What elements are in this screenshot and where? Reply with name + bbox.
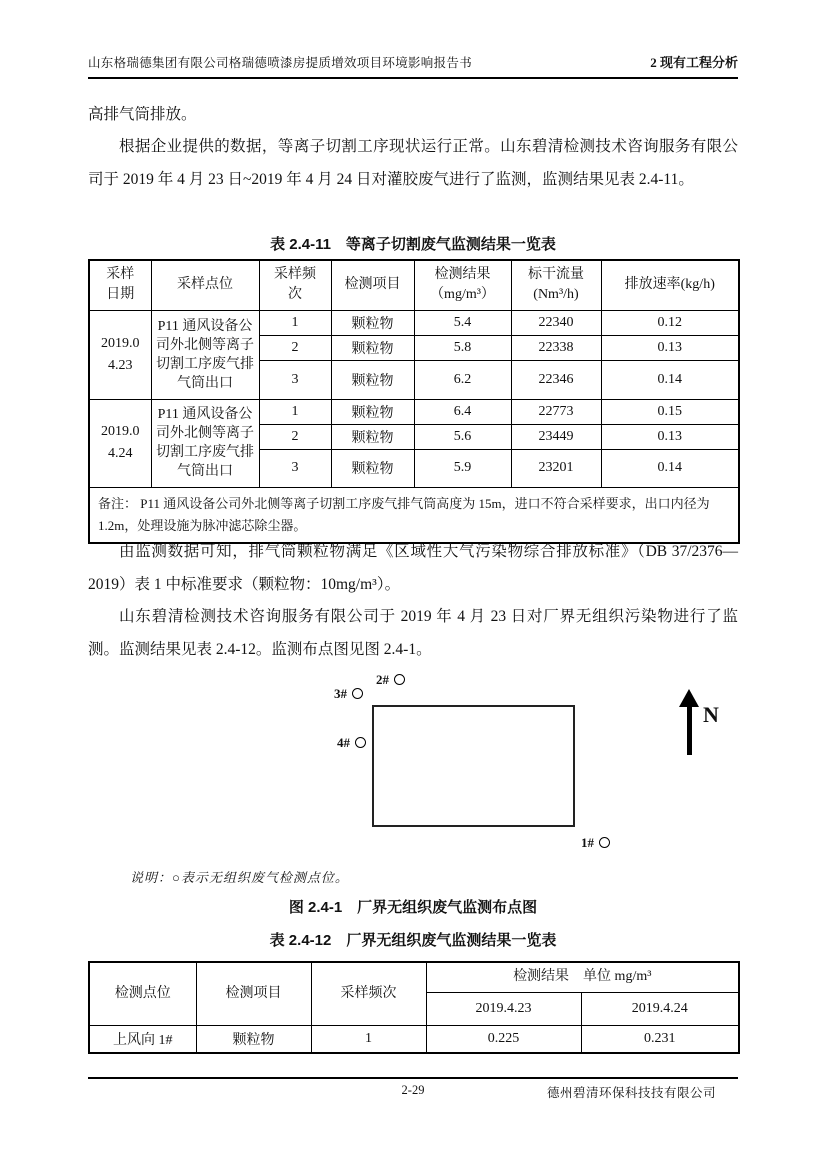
table-row [89,310,739,335]
table-cell: 0.231 [581,1025,739,1053]
sample-date-cell [89,310,151,399]
table-cell: 22773 [511,399,601,424]
table-cell: 5.9 [414,449,511,487]
col-header-date-1: 2019.4.23 [426,992,581,1025]
table-cell: 0.12 [601,310,739,335]
table-cell: 22340 [511,310,601,335]
col-header-test-item: 检测项目 [331,260,414,310]
table-cell: 5.4 [414,310,511,335]
footer-company: 德州碧清环保科技技有限公司 [546,1086,716,1100]
table-cell: 22346 [511,360,601,399]
table-cell: 5.8 [414,335,511,360]
table-cell: 0.225 [426,1025,581,1053]
table2-title: 表 2.4-12 厂界无组织废气监测结果一览表 [269,932,557,949]
table-plasma-cutting-results [88,259,740,544]
col-header-date-2: 2019.4.24 [581,992,739,1025]
table2-header-row [89,962,739,992]
paragraph-4: 山东碧清检测技术咨询服务有限公司于 2019 年 4 月 23 日对厂界无组织污染物进行了监测。监测结果见表 2.4-12。监测布点图见图 2.4-1。 [88,608,738,658]
sample-location-cell: P11 通风设备公司外北侧等离子切割工序废气排气筒出口 [151,399,259,487]
table1-header-row [89,260,739,310]
table-cell: 3 [259,449,331,487]
col-header-test-result: 检测结果（mg/m³） [414,260,511,310]
table-cell: 22338 [511,335,601,360]
col-header-result-unit: 检测结果 单位 mg/m³ [426,962,739,992]
table-cell: 6.4 [414,399,511,424]
north-label: N [703,702,719,727]
paragraph-1: 高排气筒排放。 [88,106,197,123]
table-cell: 0.13 [601,335,739,360]
col-header-sample-frequency: 采样频次 [259,260,331,310]
point-label: 1# [581,835,594,850]
table-cell: 颗粒物 [331,424,414,449]
table1-title: 表 2.4-11 等离子切割废气监测结果一览表 [270,236,556,253]
point-label: 2# [376,672,389,687]
figure-note: 说明：○表示无组织废气检测点位。 [130,870,349,885]
chapter-label: 2 现有工程分析 [650,55,738,70]
monitoring-point-1 [581,835,610,851]
table-cell: 颗粒物 [196,1025,311,1053]
table-cell: 颗粒物 [331,399,414,424]
table-cell: 6.2 [414,360,511,399]
arrow-shaft [687,707,692,755]
table-fugitive-emission-results [88,961,740,1054]
page-number: 2-29 [401,1083,425,1097]
col-header-sample-date: 采样日期 [89,260,151,310]
date-line: 4.24 [108,446,133,461]
date-line: 2019.0 [101,424,140,439]
factory-boundary-rectangle [372,705,575,827]
paragraph-2: 根据企业提供的数据，等离子切割工序现状运行正常。山东碧清检测技术咨询服务有限公司于 2019 年 4 月 23 日~2019 年 4 月 24 日对灌胶废气进行了监测，监测结果见表 2.4-11。 [88,138,738,188]
col-header-sample-location: 采样点位 [151,260,259,310]
table1-remark: 备注： P11 通风设备公司外北侧等离子切割工序废气排气筒高度为 15m，进口不符合采样要求，出口内径为 1.2m，处理设施为脉冲滤芯除尘器。 [89,487,739,543]
col-header-dry-flow: 标干流量(Nm³/h) [511,260,601,310]
table-cell: 0.14 [601,360,739,399]
table-cell: 23449 [511,424,601,449]
date-line: 4.23 [108,357,133,373]
table-cell: 颗粒物 [331,335,414,360]
table-cell: 3 [259,360,331,399]
table-row [89,1025,739,1053]
table-cell: 0.14 [601,449,739,487]
monitoring-point-circle-icon [352,688,363,699]
monitoring-point-circle-icon [599,837,610,848]
sample-date-cell [89,399,151,487]
point-label: 4# [337,735,350,750]
table-cell: 颗粒物 [331,310,414,335]
paragraph-3: 由监测数据可知，排气筒颗粒物满足《区域性大气污染物综合排放标准》（DB 37/2376—2019）表 1 中标准要求（颗粒物：10mg/m³）。 [88,543,738,593]
table-cell: 颗粒物 [331,360,414,399]
monitoring-point-circle-icon [355,737,366,748]
monitoring-point-3 [334,686,363,702]
monitoring-point-circle-icon [394,674,405,685]
report-title: 山东格瑞德集团有限公司格瑞德喷漆房提质增效项目环境影响报告书 [88,56,473,70]
col-header-monitor-point: 检测点位 [89,962,196,1025]
table-cell: 颗粒物 [331,449,414,487]
monitoring-point-4 [337,735,366,751]
col-header-sample-frequency: 采样频次 [311,962,426,1025]
page-header [88,52,738,79]
table-cell: 1 [311,1025,426,1053]
north-arrow-icon [679,689,719,755]
point-label: 3# [334,686,347,701]
page-footer [88,1077,738,1101]
table-cell: 1 [259,399,331,424]
sample-location-cell: P11 通风设备公司外北侧等离子切割工序废气排气筒出口 [151,310,259,399]
table-cell: 23201 [511,449,601,487]
table-cell: 0.13 [601,424,739,449]
table-cell: 5.6 [414,424,511,449]
table-cell: 2 [259,424,331,449]
arrow-head [679,689,699,707]
figure-caption: 图 2.4-1 厂界无组织废气监测布点图 [288,899,538,916]
table-cell: 上风向 1# [89,1025,196,1053]
monitoring-point-2 [376,672,405,688]
table-cell: 2 [259,335,331,360]
table-cell: 1 [259,310,331,335]
col-header-test-item: 检测项目 [196,962,311,1025]
col-header-emission-rate: 排放速率(kg/h) [601,260,739,310]
table-row [89,399,739,424]
date-line: 2019.0 [101,335,140,351]
table-cell: 0.15 [601,399,739,424]
table-remark-row [89,487,739,543]
